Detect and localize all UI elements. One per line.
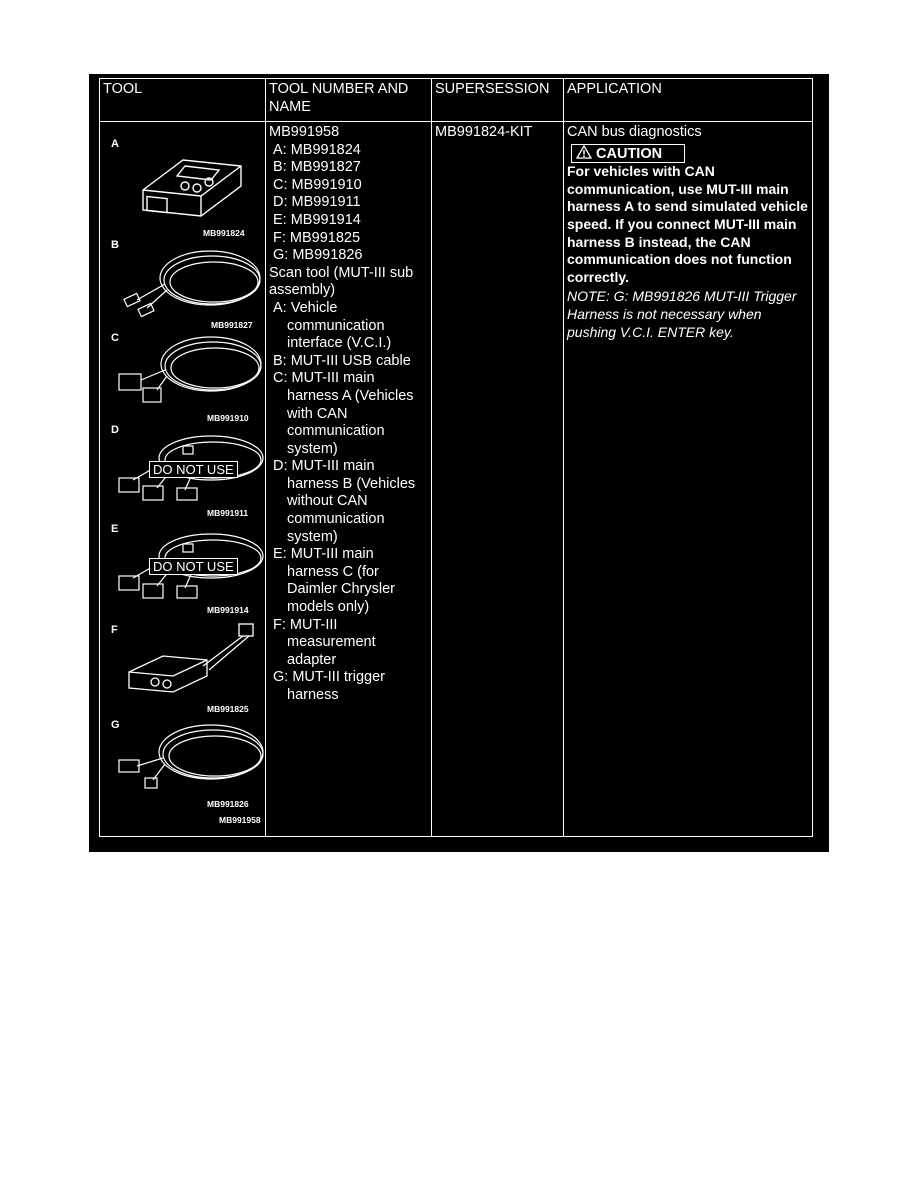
tool-illustrations	[103, 124, 262, 834]
header-tool: TOOL	[100, 79, 266, 122]
main-harness-a-illustration	[113, 330, 268, 410]
illustration-letter-e: E	[111, 523, 119, 535]
part-list-item: D: MB991911	[273, 194, 361, 211]
special-tools-table	[99, 78, 813, 837]
application-cell	[564, 122, 813, 837]
do-not-use-label: DO NOT USE	[149, 558, 238, 575]
component-list-item: G: MUT-III trigger harness	[273, 669, 385, 703]
part-list-item: G: MB991826	[273, 247, 363, 264]
part-list-item: F: MB991825	[273, 229, 361, 246]
table-header-row	[100, 79, 813, 122]
component-list-item: B: MUT-III USB cable	[273, 352, 411, 369]
caution-text: For vehicles with CAN communication, use MUT-III main harness A to send simulated vehicle speed. If you connect MUT-III main harness B instead, the CAN communication does not function correctly.	[567, 163, 808, 285]
application-note: NOTE: G: MB991826 MUT-III Trigger Harness is not necessary when pushing V.C.I. ENTER key.	[567, 288, 797, 340]
supersession-cell: MB991824-KIT	[432, 122, 564, 837]
illustration-letter-g: G	[111, 719, 120, 731]
part-number-label: MB991827	[211, 320, 253, 330]
tool-table-panel	[89, 74, 829, 852]
component-list-item: A: Vehicle communication interface (V.C.I.)	[273, 299, 392, 352]
part-list-item: C: MB991910	[273, 176, 362, 193]
part-list-item: E: MB991914	[273, 211, 361, 228]
component-list-item: C: MUT-III main harness A (Vehicles with CAN communication system)	[273, 370, 414, 457]
tool-number-cell	[266, 122, 432, 837]
application-title: CAN bus diagnostics	[567, 124, 702, 140]
part-number-label: MB991824	[203, 228, 245, 238]
header-tool-number: TOOL NUMBER AND NAME	[266, 79, 432, 122]
caution-label: CAUTION	[596, 145, 663, 162]
part-list-item: A: MB991824	[273, 141, 361, 158]
table-row	[100, 122, 813, 837]
part-number-label: MB991911	[207, 508, 249, 518]
tool-name: Scan tool (MUT-III sub assembly)	[269, 264, 414, 299]
illustration-letter-f: F	[111, 624, 118, 636]
caution-badge	[571, 144, 685, 163]
part-list-item: B: MB991827	[273, 159, 361, 176]
part-number-label: MB991910	[207, 413, 249, 423]
vci-device-illustration	[123, 142, 253, 222]
warning-triangle-icon	[576, 145, 592, 159]
illustration-letter-a: A	[111, 138, 119, 150]
main-tool-number: MB991958	[269, 124, 340, 140]
component-list-item: F: MUT-III measurement adapter	[273, 616, 376, 668]
illustration-letter-c: C	[111, 332, 119, 344]
do-not-use-label: DO NOT USE	[149, 461, 238, 478]
illustration-letter-d: D	[111, 424, 119, 436]
header-application: APPLICATION	[564, 79, 813, 122]
trigger-harness-illustration	[113, 718, 268, 798]
kit-part-number-label: MB991958	[219, 815, 261, 825]
part-number-label: MB991914	[207, 605, 249, 615]
component-list-item: E: MUT-III main harness C (for Daimler Chrysler models only)	[273, 546, 395, 616]
usb-cable-illustration	[117, 242, 267, 322]
component-list-item: D: MUT-III main harness B (Vehicles without CAN communication system)	[273, 458, 416, 545]
measurement-adapter-illustration	[123, 620, 263, 700]
tool-illustration-cell	[100, 122, 266, 837]
part-number-label: MB991826	[207, 799, 249, 809]
header-supersession: SUPERSESSION	[432, 79, 564, 122]
part-number-label: MB991825	[207, 704, 249, 714]
illustration-letter-b: B	[111, 239, 119, 251]
